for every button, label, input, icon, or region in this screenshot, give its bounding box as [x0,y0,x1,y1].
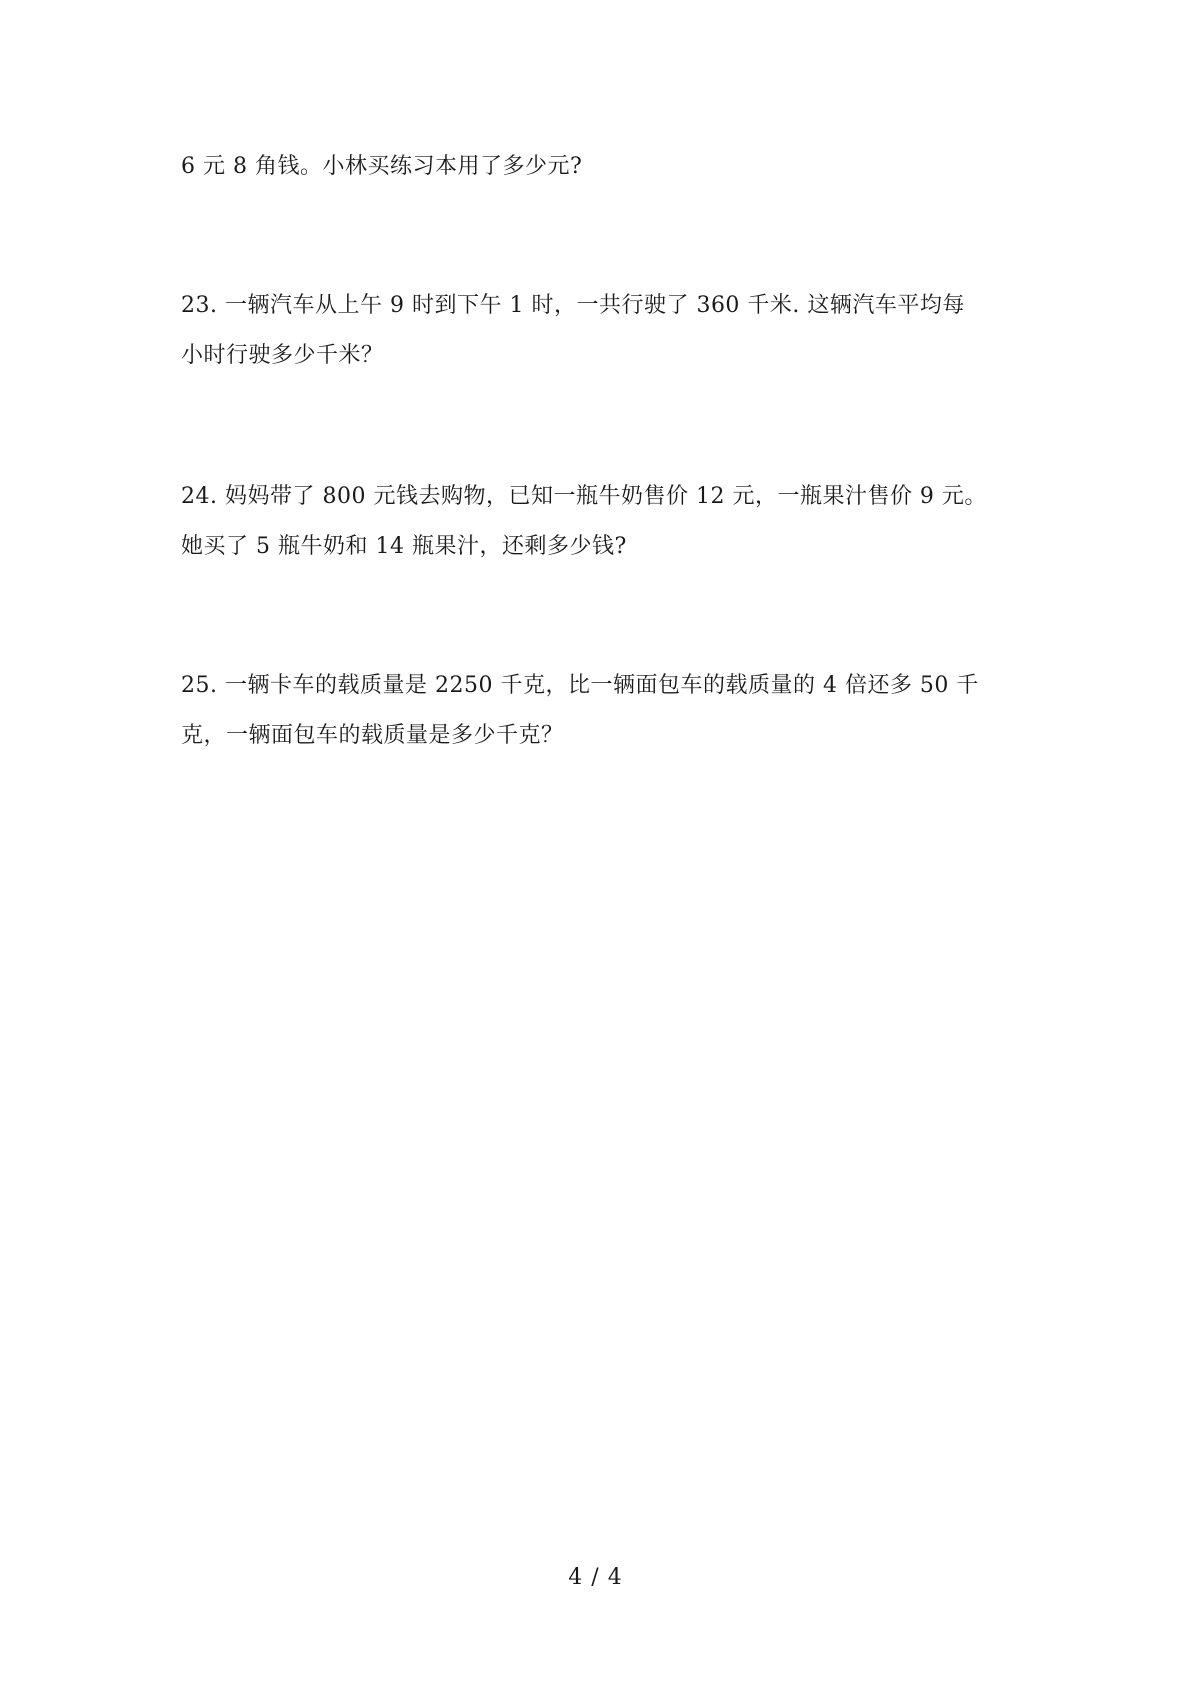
question-24-line-2: 她买了 5 瓶牛奶和 14 瓶果汁，还剩多少钱? [181,534,627,559]
page-number: 4 / 4 [568,1565,623,1590]
question-23-line-1: 23. 一辆汽车从上午 9 时到下午 1 时，一共行驶了 360 千米. 这辆汽车平均每 [181,293,965,318]
question-25-line-2: 克，一辆面包车的载质量是多少千克？ [181,723,564,748]
question-22-continuation: 6 元 8 角钱。小林买练习本用了多少元? [181,154,583,179]
question-25-line-1: 25. 一辆卡车的载质量是 2250 千克，比一辆面包车的载质量的 4 倍还多 50 千 [181,673,979,698]
question-23-line-2: 小时行驶多少千米？ [181,343,384,368]
question-24-line-1: 24. 妈妈带了 800 元钱去购物，已知一瓶牛奶售价 12 元，一瓶果汁售价 9 元。 [181,484,987,509]
